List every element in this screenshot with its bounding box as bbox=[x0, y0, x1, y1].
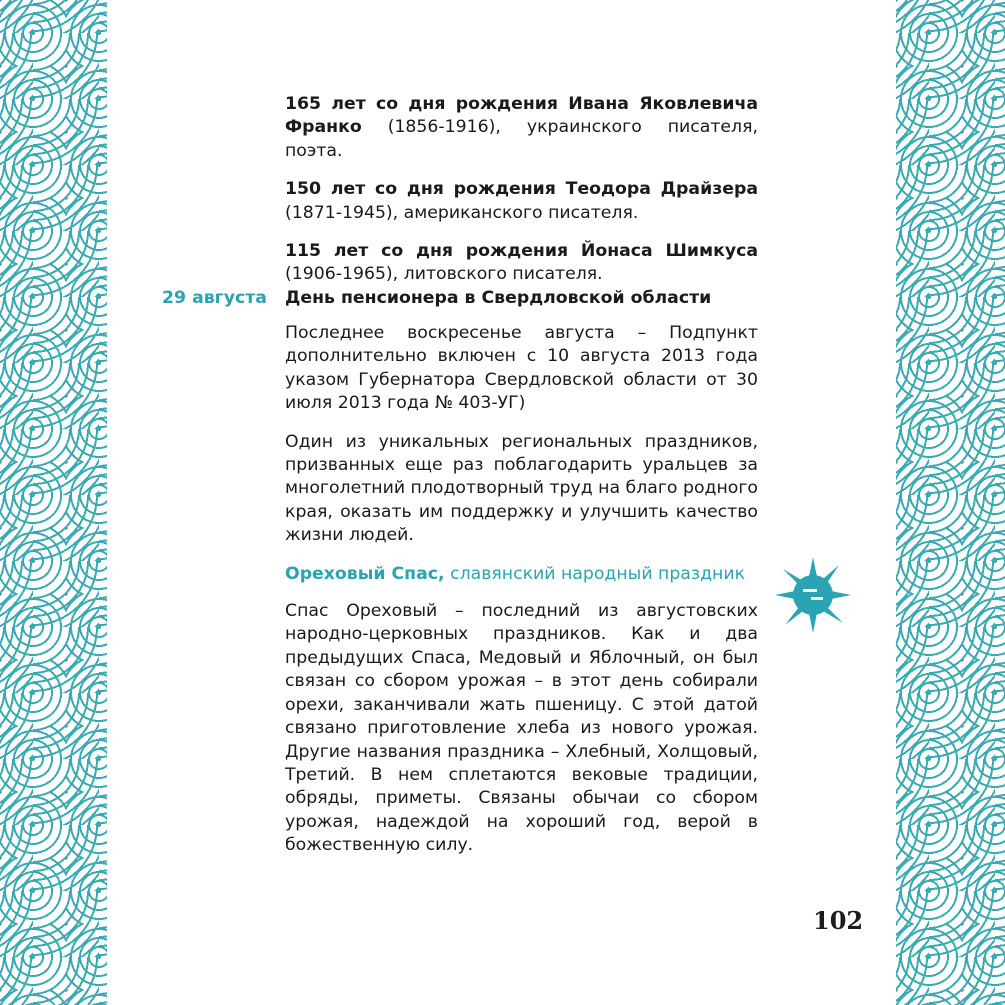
anniversary-list bbox=[285, 93, 758, 302]
entry-title: 150 лет со дня рождения Теодора Драйзера bbox=[285, 179, 758, 200]
holiday-description: славянский народный праздник bbox=[444, 563, 746, 584]
event-paragraph: Последнее воскресенье августа – Подпункт дополнительно включен с 10 августа 2013 года указом Губернатора Свердловской области от 30 июля 2013 года № 403-УГ) bbox=[285, 323, 758, 414]
holiday-name: Ореховый Спас, bbox=[285, 563, 445, 584]
entry-detail: (1871-1945), американского писателя. bbox=[285, 202, 639, 223]
event-paragraph: Один из уникальных региональных праздников, призванных еще раз поблагодарить уральцев за многолетний плодотворный труд на благо родного края, оказать им поддержку и улучшить качество жизни людей. bbox=[285, 431, 758, 546]
holiday-heading bbox=[285, 563, 758, 586]
entry-detail: (1906-1965), литовского писателя. bbox=[285, 264, 603, 285]
event-title: День пенсионера в Свердловской области bbox=[285, 288, 712, 308]
entry-detail: (1856-1916), украинского писателя, поэта. bbox=[285, 117, 758, 161]
page-number: 102 bbox=[813, 906, 864, 935]
decorative-border-left bbox=[0, 0, 107, 1005]
anniversary-entry bbox=[285, 240, 758, 287]
decorative-border-right bbox=[896, 0, 1005, 1005]
anniversary-entry bbox=[285, 93, 758, 163]
entry-title: 115 лет со дня рождения Йонаса Шимкуса bbox=[285, 241, 758, 262]
burst-emblem-icon bbox=[773, 555, 853, 635]
anniversary-entry bbox=[285, 178, 758, 225]
date-label: 29 августа bbox=[162, 288, 267, 308]
holiday-text: Спас Ореховый – последний из августовских народно-церковных праздников. Как и два предыдущих Спаса, Медовый и Яблочный, он был связан со сбором урожая – в этот день собирали орехи, заканчивали жать пшеницу. С этой датой связано приготовление хлеба из нового урожая. Другие названия праздника – Хлебный, Холщовый, Третий. В нем сплетаются вековые традиции, обряды, приметы. Связаны обычаи со сбором урожая, надеждой на хороший год, верой в божественную силу. bbox=[285, 601, 758, 856]
entry-title: 165 лет со дня рождения Ивана Яковлевича Франко bbox=[285, 94, 758, 138]
event-body bbox=[285, 322, 758, 873]
